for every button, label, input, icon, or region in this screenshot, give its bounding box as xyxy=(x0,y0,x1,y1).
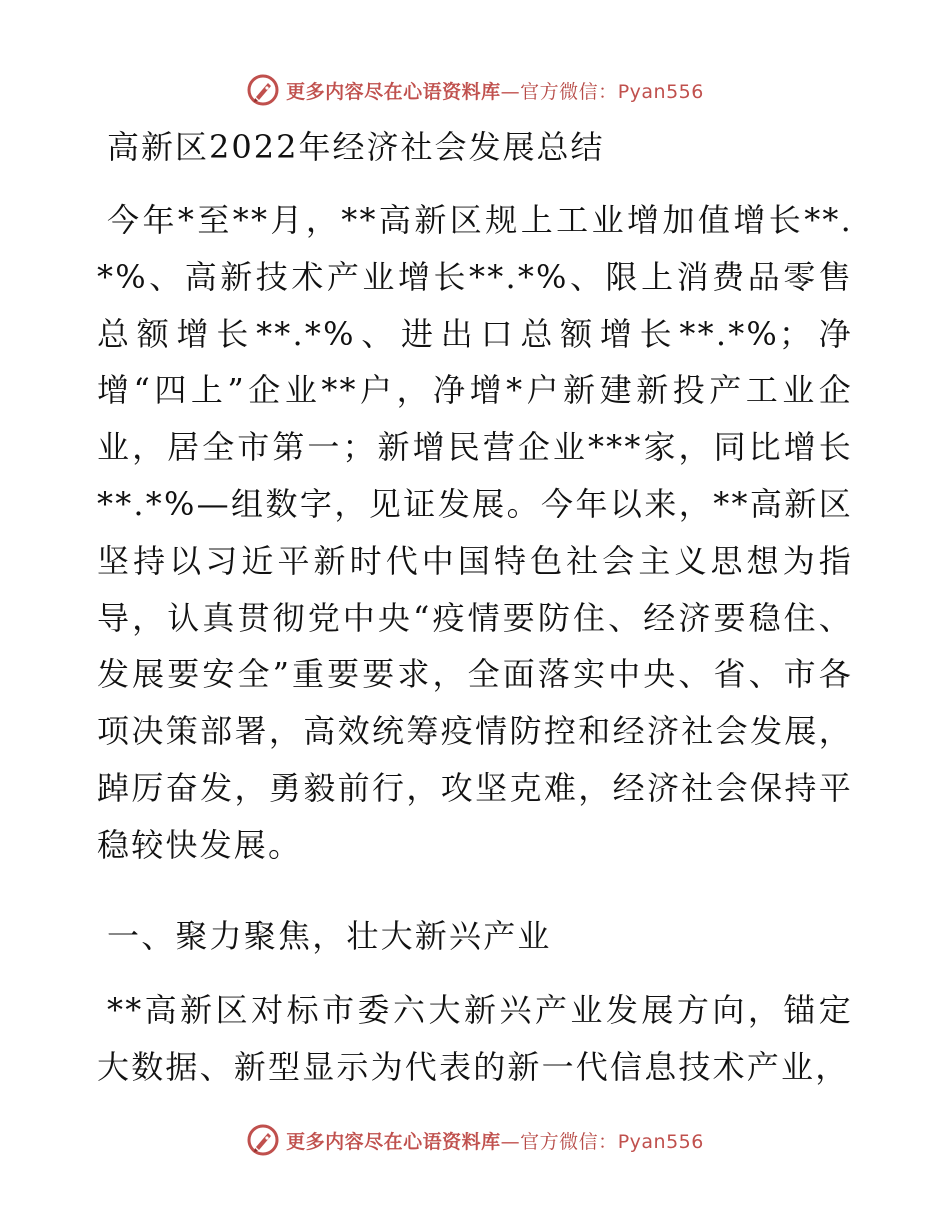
watermark-sub: 官方微信： xyxy=(520,1130,618,1153)
watermark-text xyxy=(286,1127,704,1154)
watermark-sub: 官方微信： xyxy=(520,80,618,103)
pen-nib-logo-icon xyxy=(246,73,280,107)
header-watermark xyxy=(0,70,950,110)
watermark-main: 更多内容尽在心语资料库 xyxy=(286,80,501,103)
section-heading-1: 一、聚力聚焦，壮大新兴产业 xyxy=(107,917,552,955)
footer-watermark xyxy=(0,1120,950,1160)
document-title: 高新区2022年经济社会发展总结 xyxy=(107,128,605,166)
watermark-id: Pyan556 xyxy=(617,80,704,103)
watermark-text xyxy=(286,77,704,104)
watermark-dash: — xyxy=(500,1130,521,1153)
watermark-main: 更多内容尽在心语资料库 xyxy=(286,1130,501,1153)
paragraph-section-1: **高新区对标市委六大新兴产业发展方向，锚定大数据、新型显示为代表的新一代信息技术产业， xyxy=(97,991,853,1086)
watermark-id: Pyan556 xyxy=(617,1130,704,1153)
paragraph-intro: 今年*至**月，**高新区规上工业增加值增长**.*%、高新技术产业增长**.*%、限上消费品零售总额增长**.*%、进出口总额增长**.*%；净增“四上”企业**户，净增*户新建新投产工业企业，居全市第一；新增民营企业***家，同比增长**.*%—组数字，见证发展。今年以来，**高新区坚持以习近平新时代中国特色社会主义思想为指导，认真贯彻党中央“疫情要防住、经济要稳住、发展要安全”重要要求，全面落实中央、省、市各项决策部署，高效统筹疫情防控和经济社会发展，踔厉奋发，勇毅前行，攻坚克难，经济社会保持平稳较快发展。 xyxy=(97,201,853,864)
watermark-dash: — xyxy=(500,80,521,103)
pen-nib-logo-icon xyxy=(246,1123,280,1157)
